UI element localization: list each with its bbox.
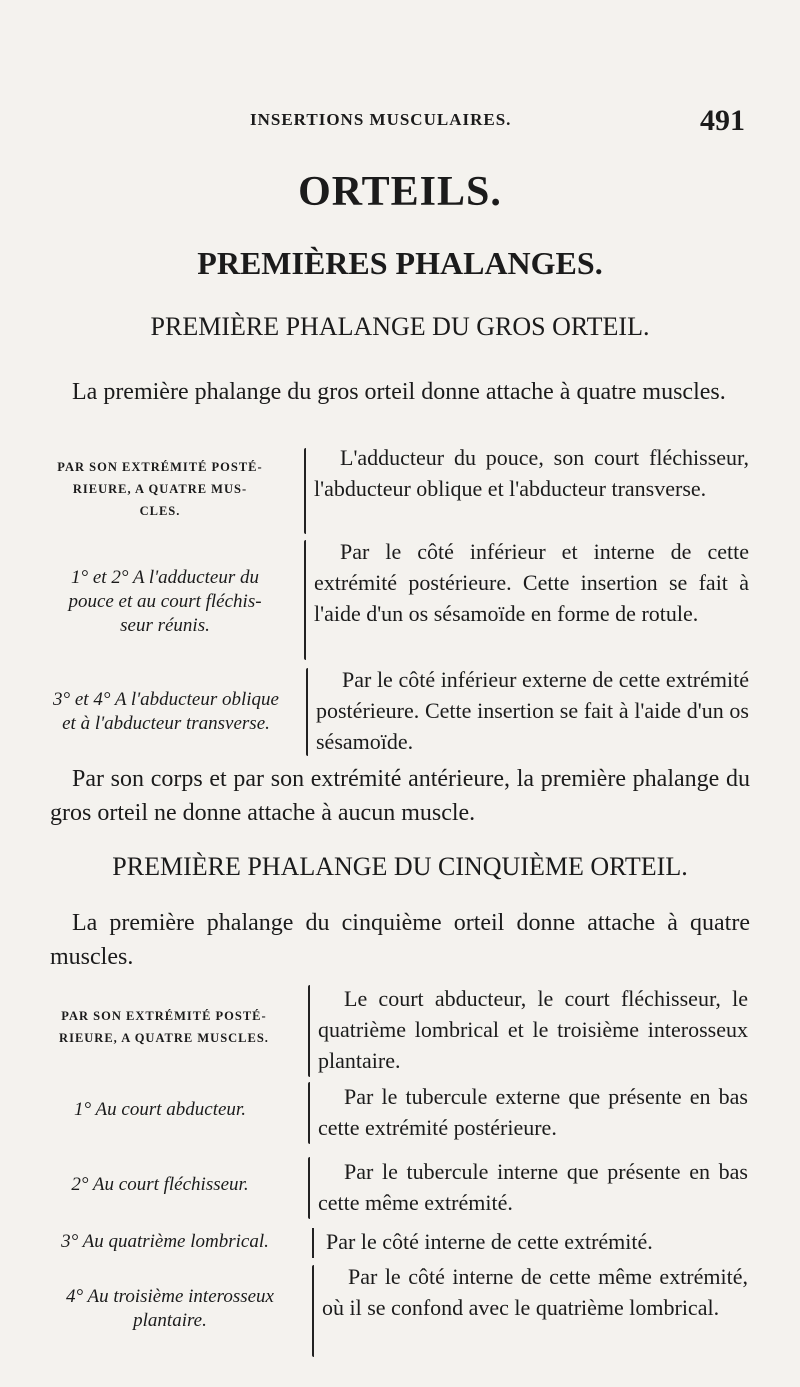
entry-row bbox=[30, 540, 765, 660]
entry-row bbox=[30, 445, 765, 534]
entry-row bbox=[30, 1228, 765, 1258]
entry-text: L'adducteur du pouce, son court fléchisseur, l'abducteur oblique et l'abducteur transverse. bbox=[314, 445, 749, 501]
entry-row bbox=[30, 1082, 765, 1144]
entry-label: 4° Au troisième interosseux plantaire. bbox=[66, 1286, 274, 1331]
intro-paragraph-gros-orteil: La première phalange du gros orteil donne attache à quatre muscles. bbox=[72, 379, 726, 405]
brace bbox=[312, 1228, 314, 1258]
entry-row bbox=[30, 985, 765, 1077]
brace bbox=[304, 540, 306, 660]
entry-label: 1° et 2° A l'adducteur du pouce et au court fléchis- seur réunis. bbox=[68, 567, 262, 636]
entry-label: 3° Au quatrième lombrical. bbox=[61, 1231, 269, 1252]
brace bbox=[304, 448, 306, 534]
entry-text: Par le tubercule externe que présente en bas cette extrémité postérieure. bbox=[318, 1084, 748, 1140]
entry-label: PAR SON EXTRÉMITÉ POSTÉ- RIEURE, A QUATRE MUSCLES. bbox=[59, 1009, 269, 1045]
brace bbox=[308, 1082, 310, 1144]
entry-text: Par le côté interne de cette même extrémité, où il se confond avec le quatrième lombrical. bbox=[322, 1264, 748, 1320]
entry-row bbox=[30, 1157, 765, 1219]
closing-paragraph-gros-orteil: Par son corps et par son extrémité antérieure, la première phalange du gros orteil ne donne attache à aucun muscle. bbox=[50, 766, 750, 826]
entry-text: Par le côté inférieur externe de cette extrémité postérieure. Cette insertion se fait à l'aide d'un os sésamoïde. bbox=[316, 667, 749, 754]
chapter-heading: ORTEILS. bbox=[298, 169, 502, 215]
running-title: INSERTIONS MUSCULAIRES. bbox=[250, 110, 512, 129]
entry-row bbox=[30, 668, 765, 756]
entry-text: Par le tubercule interne que présente en bas cette même extrémité. bbox=[318, 1159, 748, 1215]
brace bbox=[312, 1265, 314, 1357]
entry-label: 2° Au court fléchisseur. bbox=[71, 1174, 249, 1195]
section-heading: PREMIÈRES PHALANGES. bbox=[197, 245, 603, 281]
running-head bbox=[0, 104, 800, 140]
entry-text: Le court abducteur, le court fléchisseur, le quatrième lombrical et le troisième interosseux plantaire. bbox=[318, 986, 748, 1073]
brace bbox=[308, 1157, 310, 1219]
entry-text: Par le côté interne de cette extrémité. bbox=[326, 1229, 653, 1254]
entry-text: Par le côté inférieur et interne de cette extrémité postérieure. Cette insertion se fait à l'aide d'un os sésamoïde en forme de rotule. bbox=[314, 539, 749, 626]
entry-label: PAR SON EXTRÉMITÉ POSTÉ- RIEURE, A QUATRE MUS- CLES. bbox=[57, 460, 263, 518]
entry-label: 1° Au court abducteur. bbox=[74, 1099, 246, 1120]
intro-paragraph-cinquieme-orteil: La première phalange du cinquième orteil donne attache à quatre muscles. bbox=[50, 910, 750, 970]
subsection-heading-gros-orteil: PREMIÈRE PHALANGE DU GROS ORTEIL. bbox=[150, 312, 650, 341]
entry-label: 3° et 4° A l'abducteur oblique et à l'abducteur transverse. bbox=[53, 689, 279, 734]
page-number: 491 bbox=[700, 104, 745, 137]
brace bbox=[308, 985, 310, 1077]
entry-row bbox=[30, 1265, 765, 1357]
brace bbox=[306, 668, 308, 756]
subsection-heading-cinquieme-orteil: PREMIÈRE PHALANGE DU CINQUIÈME ORTEIL. bbox=[112, 852, 688, 881]
